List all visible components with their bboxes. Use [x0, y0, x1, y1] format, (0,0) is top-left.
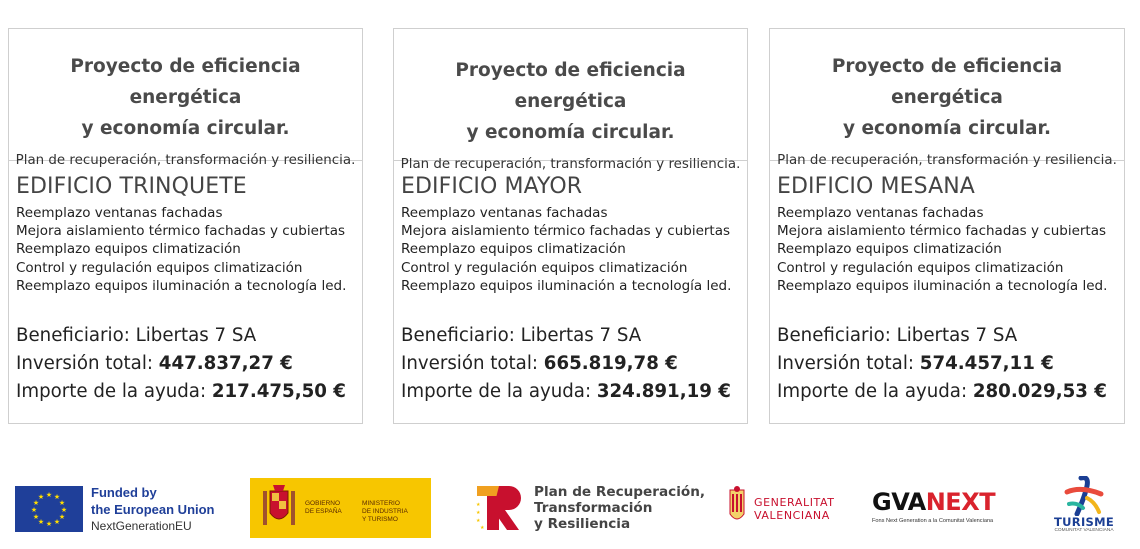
beneficiary: Beneficiario: Libertas 7 SA — [16, 325, 257, 347]
total-investment: Inversión total: 665.819,78 € — [401, 353, 678, 375]
svg-text:★: ★ — [53, 493, 61, 501]
gobierno-text: GOBIERNO DE ESPAÑA — [305, 500, 342, 515]
measure-item: Reemplazo equipos iluminación a tecnología led. — [401, 277, 732, 294]
svg-text:★: ★ — [53, 518, 61, 526]
svg-text:★: ★ — [58, 499, 66, 507]
aid-amount-value: 280.029,53 € — [972, 381, 1107, 403]
total-investment: Inversión total: 574.457,11 € — [777, 353, 1054, 375]
project-card-mesana — [769, 28, 1125, 424]
plan-recuperacion-logo — [470, 480, 720, 538]
eu-funding-logo — [15, 484, 230, 536]
svg-text:★: ★ — [45, 520, 53, 528]
eu-stars-icon — [15, 486, 83, 532]
building-name: EDIFICIO MAYOR — [401, 174, 583, 199]
project-title: Proyecto de eficiencia energética y economía circular. — [70, 56, 301, 139]
total-investment-value: 574.457,11 € — [919, 353, 1054, 375]
svg-text:★: ★ — [32, 513, 40, 521]
total-investment-value: 447.837,27 € — [158, 353, 293, 375]
gvanext-wordmark: GVANEXT — [872, 488, 996, 516]
measure-item: Reemplazo equipos iluminación a tecnología led. — [777, 277, 1108, 294]
aid-amount: Importe de la ayuda: 324.891,19 € — [401, 381, 731, 403]
turisme-subtitle: COMUNITAT VALENCIANA — [1054, 528, 1114, 533]
measure-item: Control y regulación equipos climatización — [16, 259, 303, 276]
svg-text:★: ★ — [476, 518, 481, 524]
measures-list — [401, 204, 747, 295]
svg-text:★: ★ — [480, 525, 485, 531]
svg-text:★: ★ — [37, 518, 45, 526]
card-header — [394, 29, 747, 172]
aid-amount-value: 217.475,50 € — [211, 381, 346, 403]
measure-item: Reemplazo ventanas fachadas — [16, 205, 223, 221]
measure-item: Reemplazo ventanas fachadas — [777, 205, 984, 221]
beneficiary: Beneficiario: Libertas 7 SA — [401, 325, 642, 347]
building-name: EDIFICIO MESANA — [777, 174, 975, 199]
gvanext-logo — [872, 488, 1028, 532]
funding-info — [777, 322, 1124, 406]
aid-amount-value: 324.891,19 € — [596, 381, 731, 403]
turisme-emblem-icon — [1061, 476, 1107, 516]
measure-item: Mejora aislamiento térmico fachadas y cubiertas — [777, 223, 1107, 240]
project-card-mayor — [393, 28, 748, 424]
generalitat-shield-icon — [726, 486, 748, 530]
eu-flag-icon — [15, 486, 83, 532]
measure-item: Reemplazo ventanas fachadas — [401, 205, 608, 221]
measure-item: Mejora aislamiento térmico fachadas y cubiertas — [401, 223, 731, 240]
measure-item: Control y regulación equipos climatización — [777, 259, 1064, 276]
svg-text:★: ★ — [32, 499, 40, 507]
prtr-text: Plan de Recuperación, Transformación y Resiliencia — [534, 484, 706, 532]
aid-amount: Importe de la ayuda: 217.475,50 € — [16, 381, 346, 403]
svg-text:★: ★ — [37, 493, 45, 501]
project-title: Proyecto de eficiencia energética y economía circular. — [455, 60, 686, 143]
project-title: Proyecto de eficiencia energética y economía circular. — [831, 56, 1063, 139]
svg-text:★: ★ — [45, 491, 53, 499]
total-investment-value: 665.819,78 € — [543, 353, 678, 375]
measures-list — [777, 204, 1124, 295]
beneficiary: Beneficiario: Libertas 7 SA — [777, 325, 1018, 347]
measure-item: Control y regulación equipos climatización — [401, 259, 688, 276]
ministerio-text: MINISTERIO DE INDUSTRIA Y TURISMO — [362, 500, 408, 523]
measures-list — [16, 204, 362, 295]
measure-item: Reemplazo equipos iluminación a tecnología led. — [16, 277, 347, 294]
turisme-logo — [1044, 476, 1124, 538]
generalitat-text: GENERALITAT VALENCIANA — [754, 496, 835, 522]
card-header — [770, 29, 1124, 168]
generalitat-valenciana-logo — [726, 484, 856, 534]
card-body — [770, 161, 1124, 406]
prtr-emblem-icon — [475, 482, 527, 534]
svg-text:★: ★ — [30, 506, 38, 514]
eu-text: Funded by the European Union NextGenerationEU — [91, 485, 215, 533]
measure-item: Reemplazo equipos climatización — [401, 241, 626, 258]
card-body — [394, 161, 747, 406]
card-body — [9, 161, 362, 406]
card-header — [9, 29, 362, 168]
project-subtitle: Plan de recuperación, transformación y resiliencia. — [15, 153, 356, 168]
aid-amount: Importe de la ayuda: 280.029,53 € — [777, 381, 1107, 403]
building-name: EDIFICIO TRINQUETE — [16, 174, 247, 199]
total-investment: Inversión total: 447.837,27 € — [16, 353, 293, 375]
measure-item: Reemplazo equipos climatización — [777, 241, 1002, 258]
project-subtitle: Plan de recuperación, transformación y resiliencia. — [400, 157, 741, 172]
turisme-wordmark: TURISME — [1054, 515, 1114, 529]
svg-text:★: ★ — [58, 513, 66, 521]
funding-info — [16, 322, 362, 406]
gvanext-subtitle: Fons Next Generation a la Comunitat Valenciana — [872, 518, 994, 524]
measure-item: Reemplazo equipos climatización — [16, 241, 241, 258]
project-card-trinquete — [8, 28, 363, 424]
project-subtitle: Plan de recuperación, transformación y resiliencia. — [777, 153, 1117, 168]
svg-text:★: ★ — [476, 510, 481, 516]
svg-text:★: ★ — [60, 506, 68, 514]
coat-of-arms-icon — [260, 485, 298, 531]
svg-text:★: ★ — [476, 502, 481, 508]
gobierno-espana-logo — [250, 478, 431, 538]
funding-info — [401, 322, 747, 406]
measure-item: Mejora aislamiento térmico fachadas y cubiertas — [16, 223, 346, 240]
